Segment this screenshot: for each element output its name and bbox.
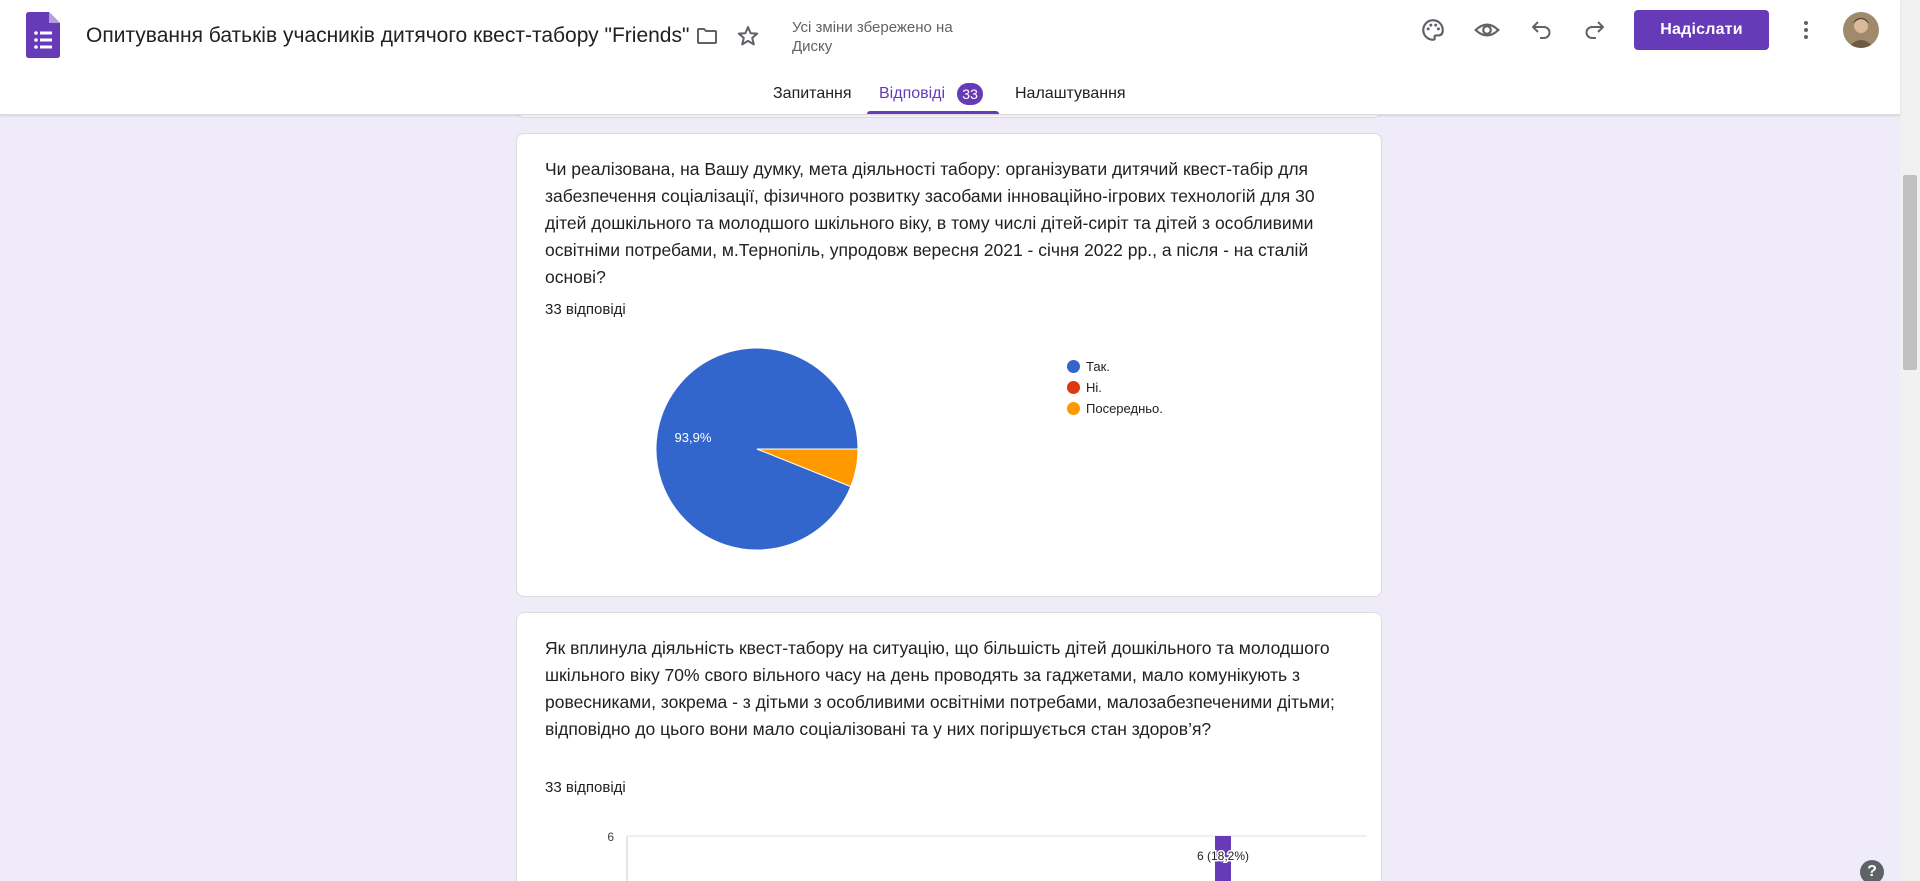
legend-item-yes bbox=[1067, 356, 1163, 377]
eye-icon[interactable] bbox=[1467, 10, 1507, 50]
folder-icon[interactable] bbox=[687, 16, 727, 56]
tab-responses[interactable] bbox=[879, 78, 983, 115]
avatar[interactable] bbox=[1843, 12, 1879, 48]
undo-icon[interactable] bbox=[1521, 10, 1561, 50]
tab-settings-label: Налаштування bbox=[1015, 85, 1126, 102]
responses-count-badge: 33 bbox=[957, 83, 983, 105]
legend-label-yes: Так. bbox=[1086, 359, 1110, 374]
legend-label-no: Ні. bbox=[1086, 380, 1102, 395]
tab-responses-label: Відповіді bbox=[879, 85, 946, 102]
legend-item-no bbox=[1067, 377, 1163, 398]
redo-icon[interactable] bbox=[1575, 10, 1615, 50]
pie-chart bbox=[647, 339, 867, 559]
bar-chart bbox=[517, 613, 1383, 881]
forms-app-icon[interactable] bbox=[26, 12, 60, 58]
y-tick-label: 6 bbox=[607, 830, 614, 844]
pie-percent-label: 93,9% bbox=[674, 429, 712, 445]
tab-questions-label: Запитання bbox=[773, 85, 852, 102]
scrollbar-track[interactable] bbox=[1900, 0, 1920, 881]
question-card bbox=[516, 612, 1382, 881]
legend-swatch-moderate bbox=[1067, 402, 1080, 415]
legend-swatch-yes bbox=[1067, 360, 1080, 373]
top-app-bar bbox=[0, 0, 1900, 115]
response-count: 33 відповіді bbox=[545, 779, 626, 796]
question-text: Як вплинула діяльність квест-табору на ситуацію, що більшість дітей дошкільного та молодшого шкільного віку 70% свого вільного часу на день проводять за гаджетами, мало комунікують з ровесниками, зокрема - з дітьми з особливими освітніми потребами, малозабезпеченими дітьми; відповідно до цього вони мало соціалізовані та у них погіршується стан здоров’я? bbox=[545, 638, 1335, 739]
question-text: Чи реалізована, на Вашу думку, мета діяльності табору: організувати дитячий квест-табір для забезпечення соціалізації, фізичного розвитку засобами інноваційно-ігрових технологій для 30 дітей дошкільного та молодшого шкільного віку, в тому числі дітей-сиріт та дітей з особливими освітніми потребами, м.Тернопіль, упродовж вересня 2021 - січня 2022 рр., а після - на сталій основі? bbox=[545, 159, 1315, 287]
send-button[interactable]: Надіслати bbox=[1634, 10, 1769, 50]
help-icon[interactable]: ? bbox=[1860, 860, 1884, 881]
response-count: 33 відповіді bbox=[545, 301, 626, 318]
legend-item-moderate bbox=[1067, 398, 1163, 419]
tab-settings[interactable] bbox=[1015, 78, 1126, 115]
legend-swatch-no bbox=[1067, 381, 1080, 394]
active-tab-indicator bbox=[867, 111, 999, 114]
legend-label-moderate: Посередньо. bbox=[1086, 401, 1163, 416]
tab-bar bbox=[0, 78, 1900, 115]
palette-icon[interactable] bbox=[1413, 10, 1453, 50]
scrollbar-thumb[interactable] bbox=[1903, 175, 1917, 370]
more-vert-icon[interactable] bbox=[1786, 10, 1826, 50]
tab-questions[interactable] bbox=[773, 78, 852, 115]
question-card bbox=[516, 133, 1382, 597]
bar-data-label: 6 (18,2%) bbox=[1196, 849, 1250, 863]
pie-legend bbox=[1067, 356, 1163, 419]
form-title[interactable]: Опитування батьків учасників дитячого квест-табору "Friends" bbox=[86, 24, 690, 47]
star-icon[interactable] bbox=[728, 16, 768, 56]
save-status: Усі зміни збережено на Диску bbox=[792, 19, 953, 55]
